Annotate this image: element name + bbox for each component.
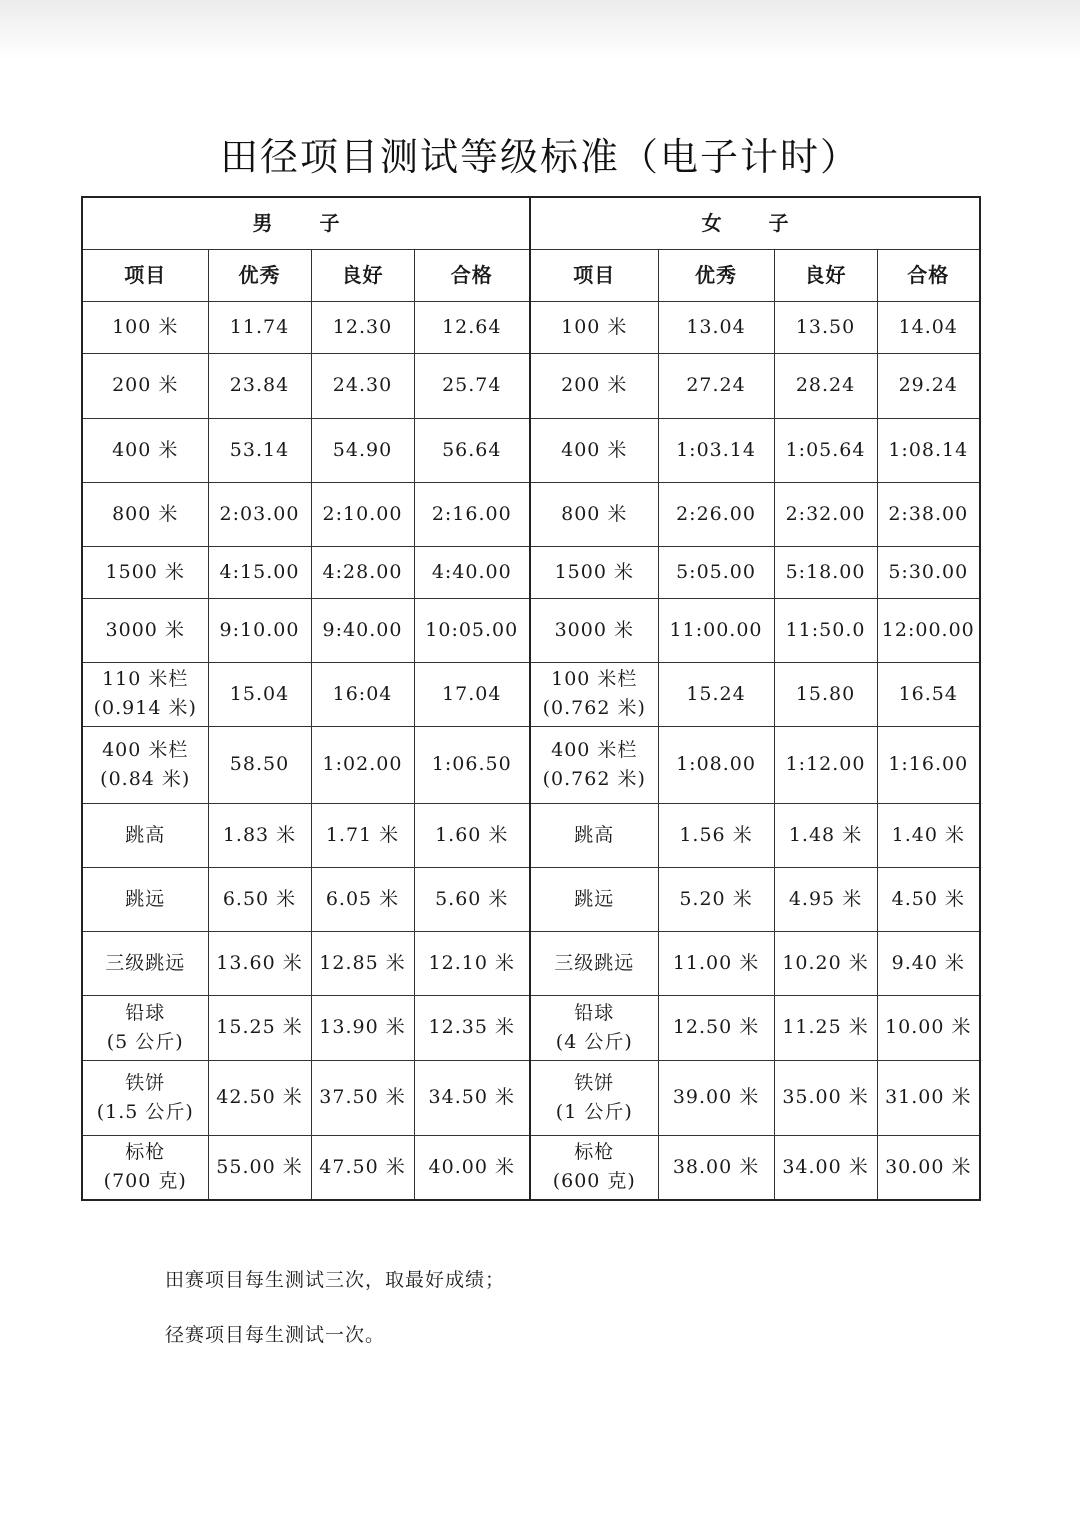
event-cell: 1500 米 xyxy=(530,546,658,598)
standard-cell: 2:10.00 xyxy=(311,482,414,546)
standard-cell: 17.04 xyxy=(414,662,530,726)
standard-cell: 37.50 米 xyxy=(311,1060,414,1135)
standard-cell: 9:40.00 xyxy=(311,598,414,662)
event-cell: 400 米栏 (0.762 米) xyxy=(530,726,658,803)
col-header-pass-male: 合格 xyxy=(414,249,530,301)
standard-cell: 6.05 米 xyxy=(311,867,414,931)
table-row xyxy=(82,867,980,931)
standard-cell: 13.50 xyxy=(774,301,877,353)
standard-cell: 40.00 米 xyxy=(414,1135,530,1200)
standard-cell: 12.35 米 xyxy=(414,995,530,1060)
standard-cell: 2:16.00 xyxy=(414,482,530,546)
col-header-excellent-male: 优秀 xyxy=(208,249,311,301)
standard-cell: 4.95 米 xyxy=(774,867,877,931)
standard-cell: 1:08.00 xyxy=(658,726,774,803)
standard-cell: 12.50 米 xyxy=(658,995,774,1060)
standard-cell: 10.20 米 xyxy=(774,931,877,995)
standard-cell: 11.74 xyxy=(208,301,311,353)
standard-cell: 10:05.00 xyxy=(414,598,530,662)
table-row xyxy=(82,301,980,353)
standard-cell: 5.20 米 xyxy=(658,867,774,931)
standard-cell: 23.84 xyxy=(208,353,311,418)
standard-cell: 39.00 米 xyxy=(658,1060,774,1135)
standard-cell: 12.85 米 xyxy=(311,931,414,995)
standard-cell: 1.83 米 xyxy=(208,803,311,867)
event-cell: 铁饼 (1 公斤) xyxy=(530,1060,658,1135)
event-cell: 110 米栏 (0.914 米) xyxy=(82,662,208,726)
standard-cell: 13.04 xyxy=(658,301,774,353)
standard-cell: 5:30.00 xyxy=(877,546,980,598)
standard-cell: 2:26.00 xyxy=(658,482,774,546)
event-cell: 1500 米 xyxy=(82,546,208,598)
male-group-header: 男 子 xyxy=(82,197,530,249)
standard-cell: 5:18.00 xyxy=(774,546,877,598)
standards-table xyxy=(81,196,981,1201)
standard-cell: 11:50.0 xyxy=(774,598,877,662)
standard-cell: 29.24 xyxy=(877,353,980,418)
event-cell: 200 米 xyxy=(530,353,658,418)
standard-cell: 1.56 米 xyxy=(658,803,774,867)
standard-cell: 5:05.00 xyxy=(658,546,774,598)
page-top-shadow xyxy=(0,0,1080,60)
standard-cell: 47.50 米 xyxy=(311,1135,414,1200)
standard-cell: 12.30 xyxy=(311,301,414,353)
standard-cell: 11.25 米 xyxy=(774,995,877,1060)
standard-cell: 1:16.00 xyxy=(877,726,980,803)
standard-cell: 42.50 米 xyxy=(208,1060,311,1135)
standard-cell: 4.50 米 xyxy=(877,867,980,931)
table-row xyxy=(82,353,980,418)
standard-cell: 12.10 米 xyxy=(414,931,530,995)
standard-cell: 34.50 米 xyxy=(414,1060,530,1135)
gender-header-row xyxy=(82,197,980,249)
col-header-good-male: 良好 xyxy=(311,249,414,301)
standard-cell: 16:04 xyxy=(311,662,414,726)
standard-cell: 38.00 米 xyxy=(658,1135,774,1200)
standard-cell: 4:28.00 xyxy=(311,546,414,598)
standard-cell: 13.90 米 xyxy=(311,995,414,1060)
event-cell: 铁饼 (1.5 公斤) xyxy=(82,1060,208,1135)
standard-cell: 4:15.00 xyxy=(208,546,311,598)
event-cell: 跳远 xyxy=(82,867,208,931)
standard-cell: 1.40 米 xyxy=(877,803,980,867)
standard-cell: 15.04 xyxy=(208,662,311,726)
event-cell: 100 米 xyxy=(530,301,658,353)
standard-cell: 11:00.00 xyxy=(658,598,774,662)
standard-cell: 34.00 米 xyxy=(774,1135,877,1200)
event-cell: 跳远 xyxy=(530,867,658,931)
event-cell: 标枪 (600 克) xyxy=(530,1135,658,1200)
col-header-event-male: 项目 xyxy=(82,249,208,301)
standard-cell: 14.04 xyxy=(877,301,980,353)
standard-cell: 6.50 米 xyxy=(208,867,311,931)
table-row xyxy=(82,598,980,662)
standard-cell: 54.90 xyxy=(311,418,414,482)
event-cell: 3000 米 xyxy=(82,598,208,662)
event-cell: 800 米 xyxy=(530,482,658,546)
standard-cell: 35.00 米 xyxy=(774,1060,877,1135)
event-cell: 100 米 xyxy=(82,301,208,353)
table-row xyxy=(82,1060,980,1135)
standard-cell: 12.64 xyxy=(414,301,530,353)
standard-cell: 31.00 米 xyxy=(877,1060,980,1135)
event-cell: 跳高 xyxy=(530,803,658,867)
standard-cell: 4:40.00 xyxy=(414,546,530,598)
standard-cell: 1:05.64 xyxy=(774,418,877,482)
column-header-row xyxy=(82,249,980,301)
standard-cell: 55.00 米 xyxy=(208,1135,311,1200)
col-header-good-female: 良好 xyxy=(774,249,877,301)
standard-cell: 2:38.00 xyxy=(877,482,980,546)
col-header-excellent-female: 优秀 xyxy=(658,249,774,301)
event-cell: 400 米 xyxy=(82,418,208,482)
standard-cell: 15.80 xyxy=(774,662,877,726)
table-row xyxy=(82,995,980,1060)
standard-cell: 9.40 米 xyxy=(877,931,980,995)
standard-cell: 11.00 米 xyxy=(658,931,774,995)
note-track-events: 径赛项目每生测试一次。 xyxy=(165,1324,386,1346)
col-header-event-female: 项目 xyxy=(530,249,658,301)
standard-cell: 1.71 米 xyxy=(311,803,414,867)
female-group-header: 女 子 xyxy=(530,197,980,249)
standard-cell: 24.30 xyxy=(311,353,414,418)
standard-cell: 12:00.00 xyxy=(877,598,980,662)
standard-cell: 27.24 xyxy=(658,353,774,418)
table-row xyxy=(82,726,980,803)
standard-cell: 25.74 xyxy=(414,353,530,418)
standard-cell: 30.00 米 xyxy=(877,1135,980,1200)
standard-cell: 1.48 米 xyxy=(774,803,877,867)
standard-cell: 2:03.00 xyxy=(208,482,311,546)
event-cell: 400 米栏 (0.84 米) xyxy=(82,726,208,803)
table-row xyxy=(82,418,980,482)
standard-cell: 2:32.00 xyxy=(774,482,877,546)
col-header-pass-female: 合格 xyxy=(877,249,980,301)
standard-cell: 5.60 米 xyxy=(414,867,530,931)
standard-cell: 9:10.00 xyxy=(208,598,311,662)
event-cell: 三级跳远 xyxy=(530,931,658,995)
event-cell: 3000 米 xyxy=(530,598,658,662)
standard-cell: 15.24 xyxy=(658,662,774,726)
standard-cell: 1.60 米 xyxy=(414,803,530,867)
table-row xyxy=(82,803,980,867)
standard-cell: 1:06.50 xyxy=(414,726,530,803)
event-cell: 三级跳远 xyxy=(82,931,208,995)
standard-cell: 13.60 米 xyxy=(208,931,311,995)
standard-cell: 15.25 米 xyxy=(208,995,311,1060)
standard-cell: 1:08.14 xyxy=(877,418,980,482)
notes xyxy=(165,1266,505,1376)
event-cell: 跳高 xyxy=(82,803,208,867)
standard-cell: 10.00 米 xyxy=(877,995,980,1060)
standard-cell: 1:12.00 xyxy=(774,726,877,803)
event-cell: 铅球 (5 公斤) xyxy=(82,995,208,1060)
table-body xyxy=(82,301,980,1200)
standard-cell: 53.14 xyxy=(208,418,311,482)
table-row xyxy=(82,482,980,546)
standard-cell: 16.54 xyxy=(877,662,980,726)
standard-cell: 58.50 xyxy=(208,726,311,803)
event-cell: 铅球 (4 公斤) xyxy=(530,995,658,1060)
standard-cell: 56.64 xyxy=(414,418,530,482)
event-cell: 200 米 xyxy=(82,353,208,418)
standard-cell: 1:02.00 xyxy=(311,726,414,803)
page-title: 田径项目测试等级标准（电子计时） xyxy=(219,135,860,179)
table-row xyxy=(82,931,980,995)
table-row xyxy=(82,546,980,598)
table-row xyxy=(82,662,980,726)
event-cell: 100 米栏 (0.762 米) xyxy=(530,662,658,726)
note-field-events: 田赛项目每生测试三次，取最好成绩； xyxy=(165,1269,506,1291)
event-cell: 标枪 (700 克) xyxy=(82,1135,208,1200)
event-cell: 800 米 xyxy=(82,482,208,546)
standard-cell: 28.24 xyxy=(774,353,877,418)
table-row xyxy=(82,1135,980,1200)
event-cell: 400 米 xyxy=(530,418,658,482)
standard-cell: 1:03.14 xyxy=(658,418,774,482)
